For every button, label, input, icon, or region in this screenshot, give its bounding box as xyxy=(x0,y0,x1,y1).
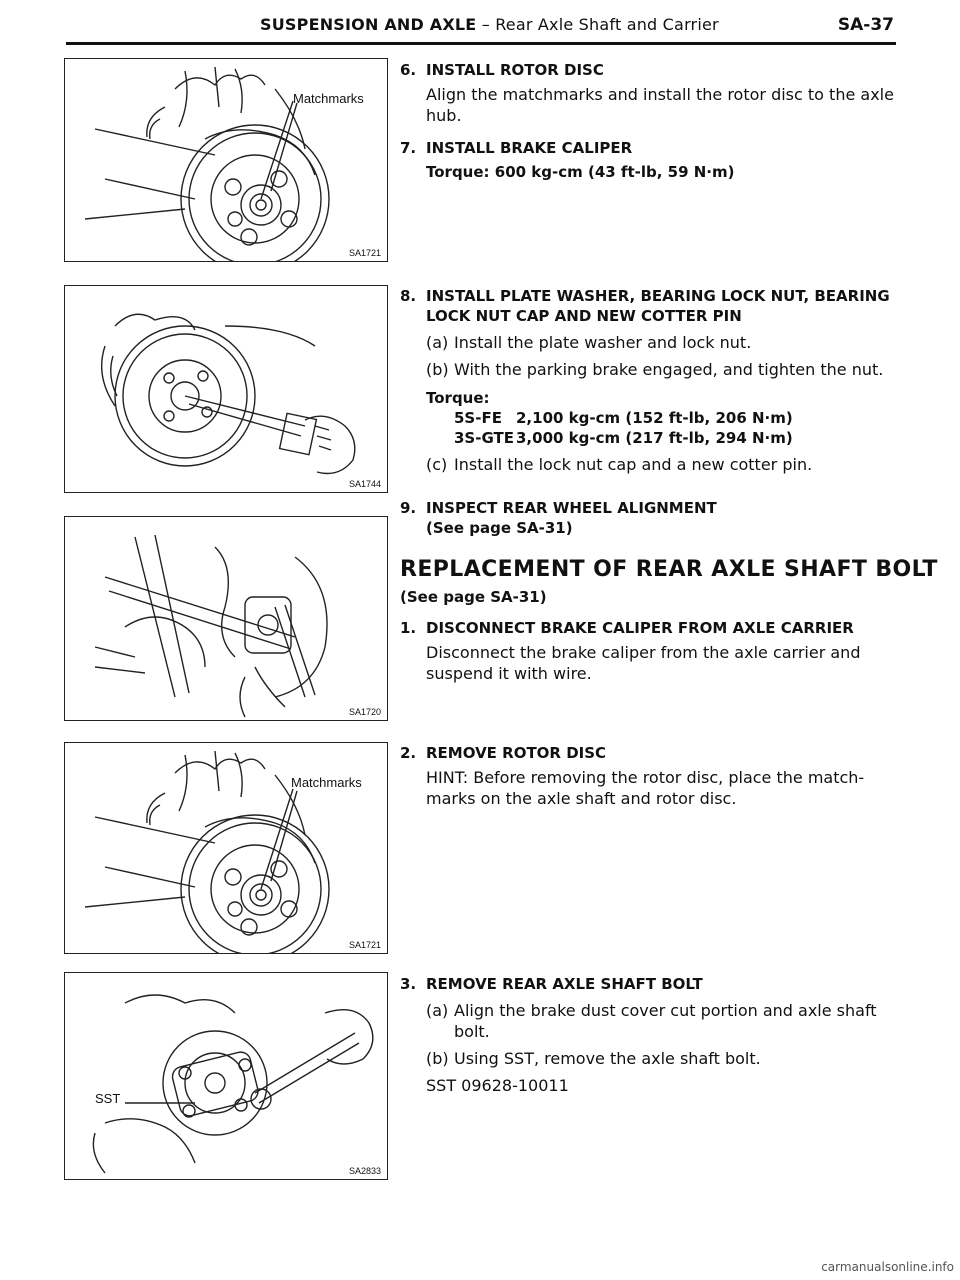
step-heading: INSPECT REAR WHEEL ALIGNMENT xyxy=(426,499,717,517)
substep-text: Install the plate washer and lock nut. xyxy=(454,333,752,352)
figure-rotor-matchmarks-1 xyxy=(64,58,388,262)
substep-label: (b) xyxy=(426,1049,449,1068)
watermark-text[interactable]: carmanualsonline.info xyxy=(821,1260,954,1274)
step-number: 7. xyxy=(400,139,417,157)
step-heading: DISCONNECT BRAKE CALIPER FROM AXLE CARRIER xyxy=(426,619,854,637)
substep-text: Align the brake dust cover cut portion and axle shaft bolt. xyxy=(454,1001,877,1041)
figure-code: SA1744 xyxy=(348,479,381,489)
substep-label: (a) xyxy=(426,1001,449,1020)
substep-a xyxy=(426,332,900,353)
header-rule xyxy=(66,42,896,45)
step-number: 3. xyxy=(400,975,417,993)
header-separator: – xyxy=(476,15,496,34)
sst-illustration xyxy=(65,973,388,1180)
section-title: REPLACEMENT OF REAR AXLE SHAFT BOLT xyxy=(400,557,938,582)
figure-caliper-disconnect xyxy=(64,516,388,721)
substep-text: Install the lock nut cap and a new cotter pin. xyxy=(454,455,813,474)
replacement-step-1 xyxy=(400,618,900,684)
step-number: 6. xyxy=(400,61,417,79)
replacement-step-2 xyxy=(400,743,900,809)
header-title xyxy=(260,15,719,34)
header-section: SUSPENSION AND AXLE xyxy=(260,15,477,34)
engine-code: 3S-GTE xyxy=(454,429,514,447)
step-number: 8. xyxy=(400,287,417,305)
step-heading: REMOVE REAR AXLE SHAFT BOLT xyxy=(426,975,703,993)
page-number: SA-37 xyxy=(837,15,894,35)
substep-a xyxy=(426,1000,900,1042)
replacement-step-3 xyxy=(400,974,900,1096)
step-8 xyxy=(400,286,900,475)
torque-row-5sfe xyxy=(454,408,900,428)
step-9 xyxy=(400,498,900,538)
step-number: 2. xyxy=(400,744,417,762)
step-hint: HINT: Before removing the rotor disc, place the match-marks on the axle shaft and rotor disc. xyxy=(426,768,865,808)
figure-code: SA2833 xyxy=(348,1166,381,1176)
step-text: Align the matchmarks and install the rotor disc to the axle hub. xyxy=(426,85,894,125)
step-number: 1. xyxy=(400,619,417,637)
figure-code: SA1720 xyxy=(348,707,381,717)
header-subtitle: Rear Axle Shaft and Carrier xyxy=(495,15,719,34)
step-reference: (See page SA-31) xyxy=(426,519,573,537)
substep-label: (b) xyxy=(426,360,449,379)
torque-row-3sgte xyxy=(454,428,900,448)
step-text: Disconnect the brake caliper from the axle carrier and suspend it with wire. xyxy=(426,643,861,683)
substep-text: With the parking brake engaged, and tighten the nut. xyxy=(454,360,884,379)
figure-lock-nut-torque xyxy=(64,285,388,493)
section-reference: (See page SA-31) xyxy=(400,588,547,606)
torque-label: Torque: xyxy=(426,389,490,407)
page-header xyxy=(66,12,896,38)
figure-code: SA1721 xyxy=(348,940,381,950)
torque-spec: Torque: 600 kg-cm (43 ft-lb, 59 N·m) xyxy=(426,163,735,181)
torque-value: 3,000 kg-cm (217 ft-lb, 294 N·m) xyxy=(516,429,793,447)
step-heading: INSTALL ROTOR DISC xyxy=(426,61,604,79)
step-heading: INSTALL BRAKE CALIPER xyxy=(426,139,633,157)
step-6 xyxy=(400,60,900,126)
step-7 xyxy=(400,138,900,182)
engine-code: 5S-FE xyxy=(454,409,502,427)
matchmarks-label: Matchmarks xyxy=(291,775,362,790)
substep-label: (a) xyxy=(426,333,449,352)
figure-rotor-matchmarks-2 xyxy=(64,742,388,954)
figure-code: SA1721 xyxy=(348,248,381,258)
substep-c xyxy=(426,454,900,475)
substep-b xyxy=(426,1048,900,1069)
substep-b xyxy=(426,359,900,380)
substep-label: (c) xyxy=(426,455,448,474)
step-heading: INSTALL PLATE WASHER, BEARING LOCK NUT, BEARING LOCK NUT CAP AND NEW COTTER PIN xyxy=(426,287,890,325)
torque-value: 2,100 kg-cm (152 ft-lb, 206 N·m) xyxy=(516,409,793,427)
matchmarks-label: Matchmarks xyxy=(293,91,364,106)
figure-sst-axle-bolt xyxy=(64,972,388,1180)
step-heading: REMOVE ROTOR DISC xyxy=(426,744,607,762)
step-number: 9. xyxy=(400,499,417,517)
lock-nut-illustration xyxy=(65,286,388,493)
rotor-disc-illustration xyxy=(65,59,388,262)
caliper-illustration xyxy=(65,517,388,721)
substep-text: Using SST, remove the axle shaft bolt. xyxy=(454,1049,761,1068)
sst-number: SST 09628-10011 xyxy=(426,1076,569,1095)
sst-label: SST xyxy=(95,1091,121,1106)
